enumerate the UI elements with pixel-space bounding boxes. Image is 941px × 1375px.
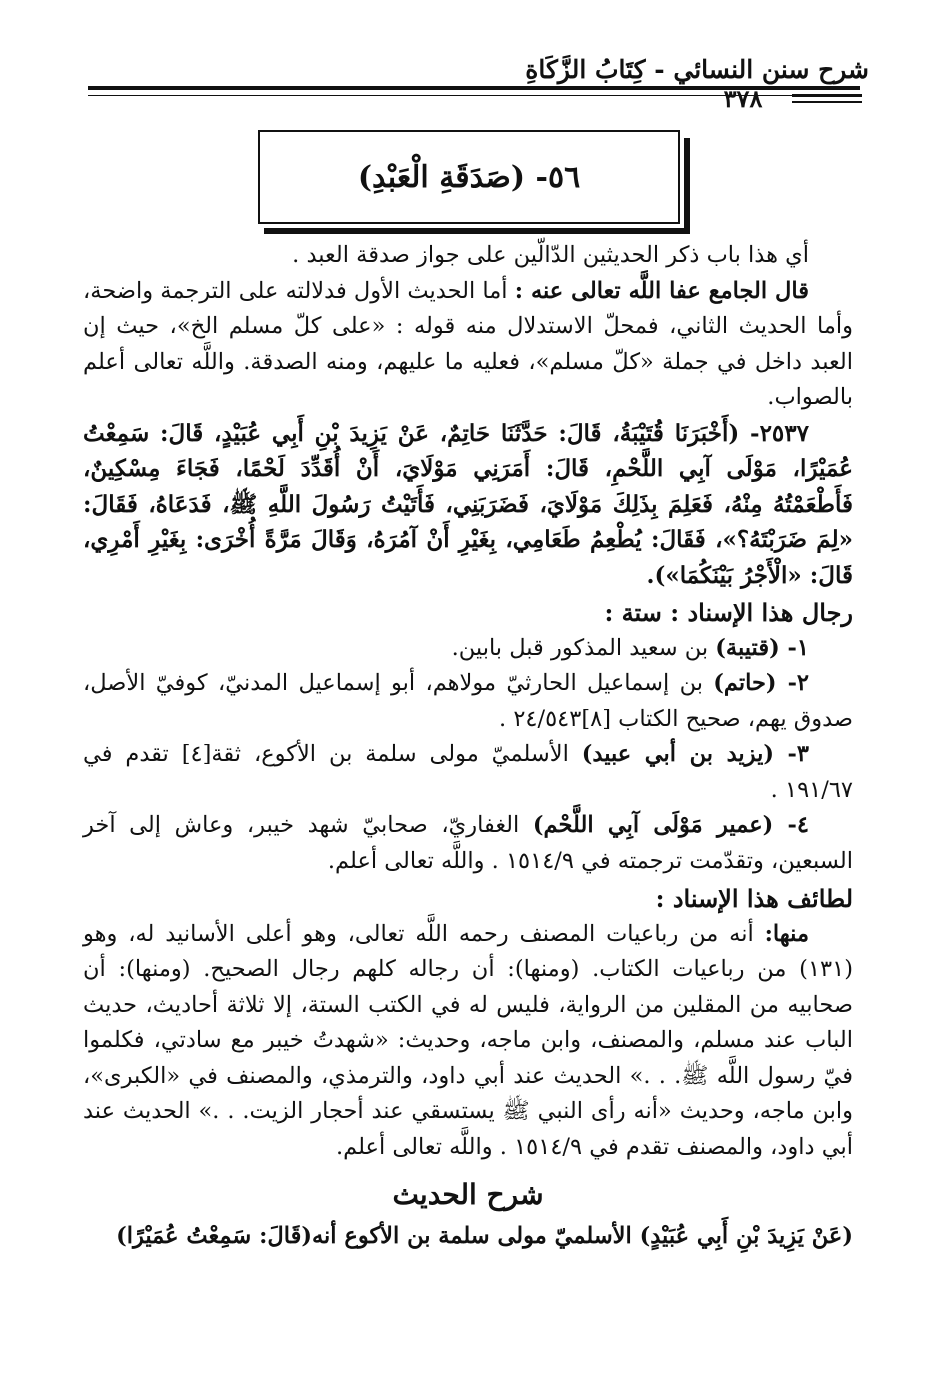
subtleties-heading: لطائف هذا الإسناد : (655, 884, 853, 914)
narrator-item (83, 666, 853, 737)
narrator-description: بن إسماعيل الحارثيّ مولاهم، أبو إسماعيل المدنيّ، كوفيّ الأصل، صدوق يهم، صحيح الكتاب [٨]٢٤/٥٤٣ . (83, 670, 853, 732)
narrator-name: ٣- (يزيد بن أبي عبيد) (581, 741, 809, 768)
narrators-heading: رجال هذا الإسناد : ستة : (604, 598, 853, 628)
subtleties-lead: منها: (764, 920, 809, 947)
narrator-name: ٢- (حاتم) (713, 670, 809, 697)
narrator-description: الأسلميّ مولى سلمة بن الأكوع، ثقة[٤] تقدم في ١٩١/٦٧ . (83, 741, 853, 803)
running-header-title: شرح سنن النسائي - كِتَابُ الزَّكَاةِ (525, 55, 869, 84)
narrator-name: ٤- (عمير مَوْلَى آبِي اللَّحْم) (532, 812, 809, 839)
sharh-first-line: (عَنْ يَزِيدَ بْنِ أَبِي عُبَيْدٍ) الأسلميّ مولى سلمة بن الأكوع أنه(قَالَ: سَمِعْتُ عُمَيْرًا) (116, 1223, 853, 1250)
narrator-description: الغفاريّ، صحابيّ شهد خيبر، وعاش إلى آخر السبعين، وتقدّمت ترجمته في ١٥١٤/٩ . واللَّه تعالى أعلم. (83, 812, 853, 874)
subtleties-text: أنه من رباعيات المصنف رحمه اللَّه تعالى، وهو أعلى الأسانيد له، وهو (١٣١) من رباعيات الكتاب. (ومنها): أن رجاله كلهم رجال الصحيح. (ومنها): أن صحابيه من المقلين من الرواية، فليس له في الكتب الستة، إلا ثلاثة أحاديث، حديث الباب عند مسلم، والمصنف، وابن ماجه، وحديث: «شهدتُ خيبر مع سادتي، فكلموا فيّ رسول اللَّه ﷺ. . .» الحديث عند أبي داود، والترمذي، والمصنف في «الكبرى»، وابن ماجه، وحديث «أنه رأى النبي ﷺ يستسقي عند أحجار الزيت. . .» الحديث عند أبي داود، والمصنف تقدم في ١٥١٤/٩ . واللَّه تعالى أعلم. (83, 920, 853, 1160)
sharh-heading: شرح الحديث (392, 1178, 544, 1212)
chapter-title: ٥٦- (صَدَقَةِ الْعَبْدِ) (357, 159, 581, 195)
hadith-text: ٢٥٣٧- (أَخْبَرَنَا قُتَيْبَةُ، قَالَ: حَدَّثَنَا حَاتِمٌ، عَنْ يَزِيدَ بْنِ أَبِي عُبَيْدٍ، قَالَ: سَمِعْتُ عُمَيْرًا، مَوْلَى آبِي اللَّحْمِ، قَالَ: أَمَرَنِي مَوْلَايَ، أَنْ أُقَدِّدَ لَحْمًا، فَجَاءَ مِسْكِينٌ، فَأَطْعَمْتُهُ مِنْهُ، فَعَلِمَ بِذَلِكَ مَوْلَايَ، فَضَرَبَنِي، فَأَتَيْتُ رَسُولَ اللَّهِ ﷺ، فَدَعَاهُ، فَقَالَ: «لِمَ ضَرَبْتَهُ؟»، فَقَالَ: يُطْعِمُ طَعَامِي، بِغَيْرِ أَنْ آمُرَهُ، وَقَالَ مَرَّةً أُخْرَى: بِغَيْرِ أَمْرِي، قَالَ: «الْأَجْرُ بَيْنَكُمَا»). (83, 419, 853, 589)
narrator-name: ١- (قتيبة) (715, 634, 809, 661)
jami-lead: قال الجامع عفا اللَّه تعالى عنه : (514, 277, 809, 304)
narrator-item (83, 631, 853, 667)
page-number-rule (792, 94, 862, 103)
page-number: ٣٧٨ (723, 84, 763, 113)
page-number-row (0, 84, 941, 113)
narrator-item (83, 808, 853, 879)
jami-paragraph (83, 274, 853, 416)
narrator-item (83, 737, 853, 808)
jami-text: أما الحديث الأول فدلالته على الترجمة واضحة، وأما الحديث الثاني، فمحلّ الاستدلال منه قوله : «على كلّ مسلم الخ»، حيث إن العبد داخل في جملة «كلّ مسلم»، فعليه ما عليهم، ومنه الصدقة. واللَّه تعالى أعلم بالصواب. (83, 277, 853, 410)
intro-paragraph: أي هذا باب ذكر الحديثين الدّالّين على جواز صدقة العبد . (292, 242, 809, 268)
page-body (83, 238, 853, 1255)
chapter-title-box (258, 130, 680, 224)
subtleties-paragraph (83, 917, 853, 1166)
narrator-description: بن سعيد المذكور قبل بابين. (451, 634, 716, 661)
